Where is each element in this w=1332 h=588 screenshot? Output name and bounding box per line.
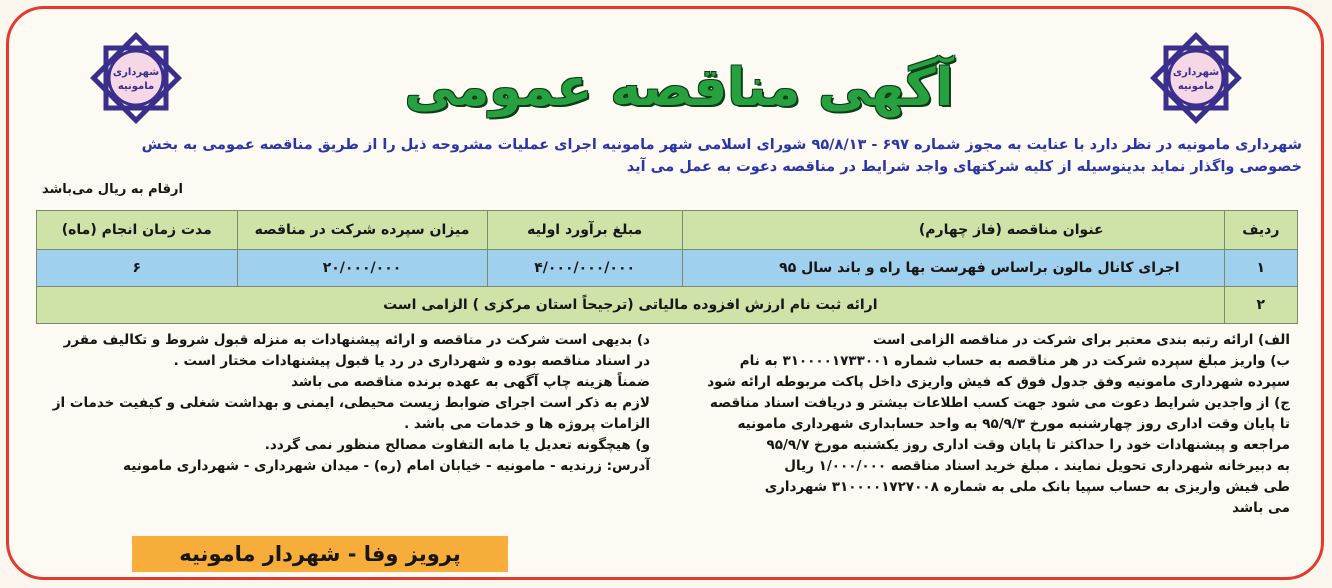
emblem-text-1: شهرداری xyxy=(1172,67,1220,78)
cell-radif: ۲ xyxy=(1224,287,1297,324)
term-line: در اسناد مناقصه بوده و شهرداری در رد یا قبول پیشنهادات مختار است . xyxy=(173,353,650,369)
cell-radif: ۱ xyxy=(1224,250,1297,287)
term-line: تا پایان وقت اداری روز چهارشنبه مورخ ۹۵/۹/۳ به واحد حسابداری شهرداری مامونیه xyxy=(737,416,1290,432)
term-line: د) بدیهی است شرکت در مناقصه و ارائه پیشنهادات به منزله قبول شروط و تکالیف مقرر xyxy=(63,332,650,348)
terms-right-column xyxy=(640,330,1290,519)
table-header-row xyxy=(37,211,1298,250)
term-line: لازم به ذکر است اجرای ضوابط زیست محیطی، ایمنی و بهداشت شغلی و کیفیت خدمات از xyxy=(52,395,650,411)
cell-note: ارائه ثبت نام ارزش افزوده مالیاتی (ترجیحاً استان مرکزی ) الزامی است xyxy=(37,287,1225,324)
signature-text: پرویز وفا - شهردار مامونیه xyxy=(179,542,461,566)
header-estimate: مبلغ برآورد اولیه xyxy=(487,211,682,250)
cell-title: اجرای کانال مالون براساس فهرست بها راه و باند سال ۹۵ xyxy=(682,250,1224,287)
term-line: سپرده شهرداری مامونیه وفق جدول فوق که فیش واریزی داخل پاکت مربوطه ارائه شود xyxy=(707,374,1290,390)
term-line: آدرس: زرندیه - مامونیه - خیابان امام (ره) - میدان شهرداری - شهرداری مامونیه xyxy=(123,458,650,474)
currency-note: ارقام به ریال می‌باشد xyxy=(42,182,183,197)
emblem-text-2: مامونیه xyxy=(117,81,155,92)
header-radif: ردیف xyxy=(1224,211,1297,250)
signature-banner xyxy=(132,536,508,572)
emblem-text-1: شهرداری xyxy=(112,67,160,78)
term-line: ج) از واجدین شرایط دعوت می شود جهت کسب اطلاعات بیشتر و دریافت اسناد مناقصه xyxy=(709,395,1290,411)
notice-title: آگهی مناقصه عمومی xyxy=(404,58,954,118)
header-title: عنوان مناقصه (فاز چهارم) xyxy=(682,211,1224,250)
emblem-text-2: مامونیه xyxy=(1177,81,1215,92)
terms-left-column xyxy=(40,330,650,477)
intro-paragraph xyxy=(32,134,1302,178)
title-banner xyxy=(404,47,954,129)
cell-estimate: ۴/۰۰۰/۰۰۰/۰۰۰ xyxy=(487,250,682,287)
table-row xyxy=(37,250,1298,287)
term-line: و) هیچگونه تعدیل یا مابه التفاوت مصالح منظور نمی گردد. xyxy=(264,437,650,453)
term-line: به دبیرخانه شهرداری تحویل نمایند . مبلغ خرید اسناد مناقصه ۱/۰۰۰/۰۰۰ ریال xyxy=(784,458,1290,474)
intro-line-2: خصوصی واگذار نماید بدینوسیله از کلیه شرکتهای واجد شرایط در مناقصه دعوت به عمل می آید xyxy=(626,159,1302,175)
header-duration: مدت زمان انجام (ماه) xyxy=(37,211,238,250)
header-deposit: میزان سپرده شرکت در مناقصه xyxy=(237,211,487,250)
term-line: ب) واریز مبلغ سپرده شرکت در هر مناقصه به حساب شماره ۳۱۰۰۰۰۱۷۳۳۰۰۱ به نام xyxy=(739,353,1290,369)
term-line: الف) ارائه رتبه بندی معتبر برای شرکت در مناقصه الزامی است xyxy=(872,332,1290,348)
cell-deposit: ۲۰/۰۰۰/۰۰۰ xyxy=(237,250,487,287)
municipality-emblem-right xyxy=(1141,23,1251,133)
term-line: الزامات پروژه ها و خدمات می باشد . xyxy=(404,416,650,432)
term-line: مراجعه و پیشنهادات خود را حداکثر تا پایان وقت اداری روز یکشنبه مورخ ۹۵/۹/۷ xyxy=(766,437,1290,453)
municipality-emblem-left xyxy=(81,23,191,133)
cell-duration: ۶ xyxy=(37,250,238,287)
tender-table xyxy=(36,210,1298,324)
intro-line-1: شهرداری مامونیه در نظر دارد با عنایت به مجوز شماره ۶۹۷ - ۹۵/۸/۱۳ شورای اسلامی شهر مامونیه اجرای عملیات مشروحه ذیل را از طریق مناقصه عمومی به بخش xyxy=(141,137,1302,153)
table-row xyxy=(37,287,1298,324)
term-line: می باشد xyxy=(1232,500,1290,516)
term-line: ضمناً هزینه چاپ آگهی به عهده برنده مناقصه می باشد xyxy=(291,374,650,390)
term-line: طی فیش واریزی به حساب سپیا بانک ملی به شماره ۳۱۰۰۰۰۱۷۲۷۰۰۸ شهرداری xyxy=(764,479,1290,495)
